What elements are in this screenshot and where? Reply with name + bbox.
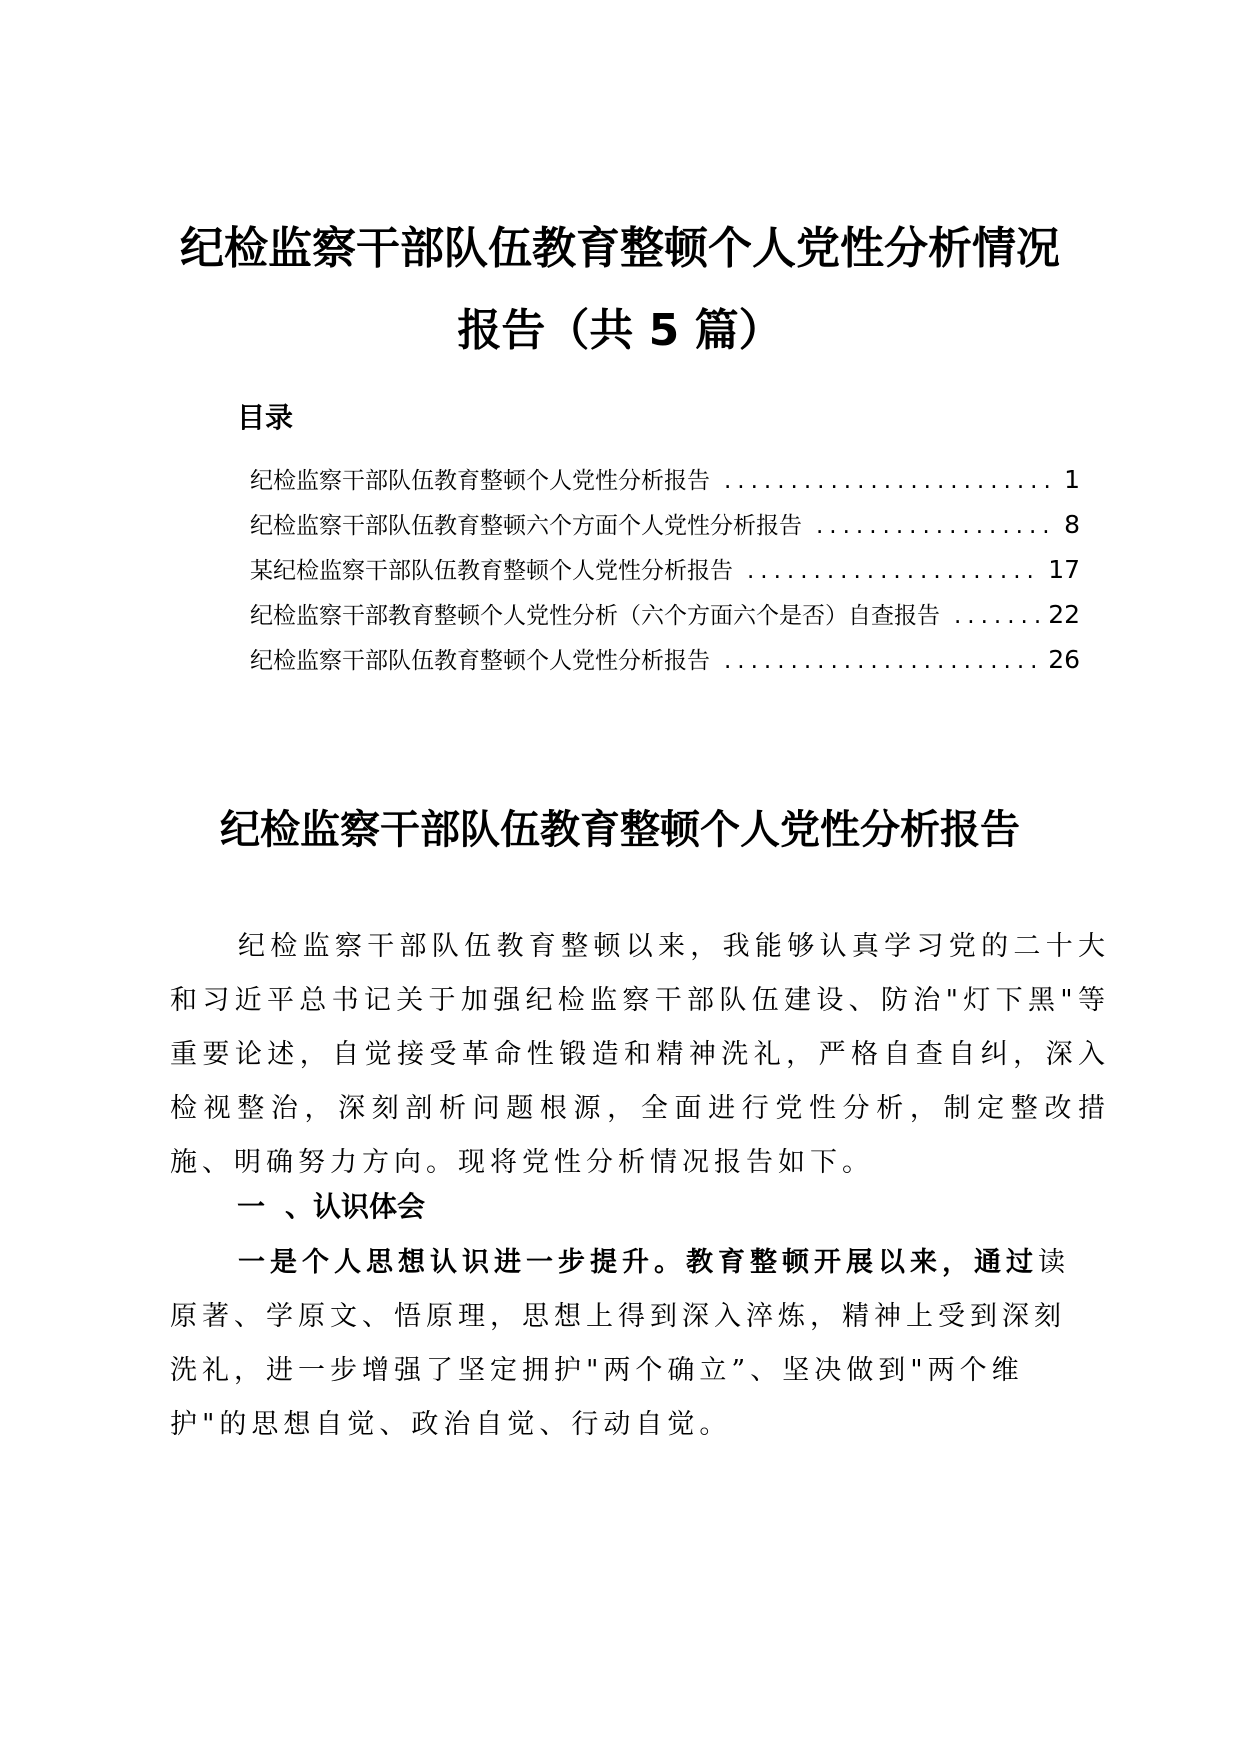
article-title: 纪检监察干部队伍教育整顿个人党性分析报告 bbox=[220, 807, 1020, 853]
toc-entry-page: 26 bbox=[1048, 645, 1080, 674]
toc-leader-dots bbox=[724, 459, 1058, 504]
toc-entry-page: 22 bbox=[1048, 600, 1080, 629]
toc-entry-page: 1 bbox=[1064, 465, 1080, 494]
toc-entry[interactable] bbox=[250, 457, 1080, 502]
toc-entry-title: 纪检监察干部队伍教育整顿个人党性分析报告 bbox=[250, 468, 710, 494]
toc-entry[interactable] bbox=[250, 547, 1080, 592]
toc-entry-title: 纪检监察干部队伍教育整顿六个方面个人党性分析报告 bbox=[250, 513, 802, 539]
section-heading bbox=[237, 1182, 425, 1232]
toc-entry-page: 17 bbox=[1048, 555, 1080, 584]
toc-heading: 目录 bbox=[237, 401, 294, 434]
toc-entry-page: 8 bbox=[1064, 510, 1080, 539]
toc-entry-title: 纪检监察干部教育整顿个人党性分析（六个方面六个是否）自查报告 bbox=[250, 603, 940, 629]
point-lead-sentence: 一是个人思想认识进一步提升。教育整顿开展以来，通过 bbox=[238, 1247, 1038, 1278]
toc-entry-title: 纪检监察干部队伍教育整顿个人党性分析报告 bbox=[250, 648, 710, 674]
document-title-line2: 报告（共 5 篇） bbox=[457, 305, 783, 356]
toc-leader-dots bbox=[954, 594, 1042, 639]
point-body-text: 读原著、学原文、悟原理，思想上得到深入淬炼，精神上受到深刻洗礼，进一步增强了坚定拥护"两个确立”、坚决做到"两个维护"的思想自觉、政治自觉、行动自觉。 bbox=[170, 1247, 1070, 1440]
toc-leader-dots bbox=[747, 549, 1042, 594]
table-of-contents bbox=[250, 457, 1080, 682]
toc-entry[interactable] bbox=[250, 502, 1080, 547]
document-title-line1: 纪检监察干部队伍教育整顿个人党性分析情况 bbox=[180, 223, 1060, 274]
section-title: 、认识体会 bbox=[285, 1190, 426, 1223]
point-paragraph bbox=[170, 1236, 1090, 1452]
document-title bbox=[0, 208, 1240, 372]
toc-entry[interactable] bbox=[250, 592, 1080, 637]
toc-leader-dots bbox=[724, 639, 1042, 684]
section-number: 一 bbox=[237, 1190, 266, 1223]
toc-leader-dots bbox=[816, 504, 1058, 549]
toc-entry[interactable] bbox=[250, 637, 1080, 682]
intro-paragraph: 纪检监察干部队伍教育整顿以来，我能够认真学习党的二十大和习近平总书记关于加强纪检监察干部队伍建设、防治"灯下黑"等重要论述，自觉接受革命性锻造和精神洗礼，严格自查自纠，深入检视整治，深刻剖析问题根源，全面进行党性分析，制定整改措施、明确努力方向。现将党性分析情况报告如下。 bbox=[170, 931, 1110, 1178]
toc-entry-title: 某纪检监察干部队伍教育整顿个人党性分析报告 bbox=[250, 558, 733, 584]
